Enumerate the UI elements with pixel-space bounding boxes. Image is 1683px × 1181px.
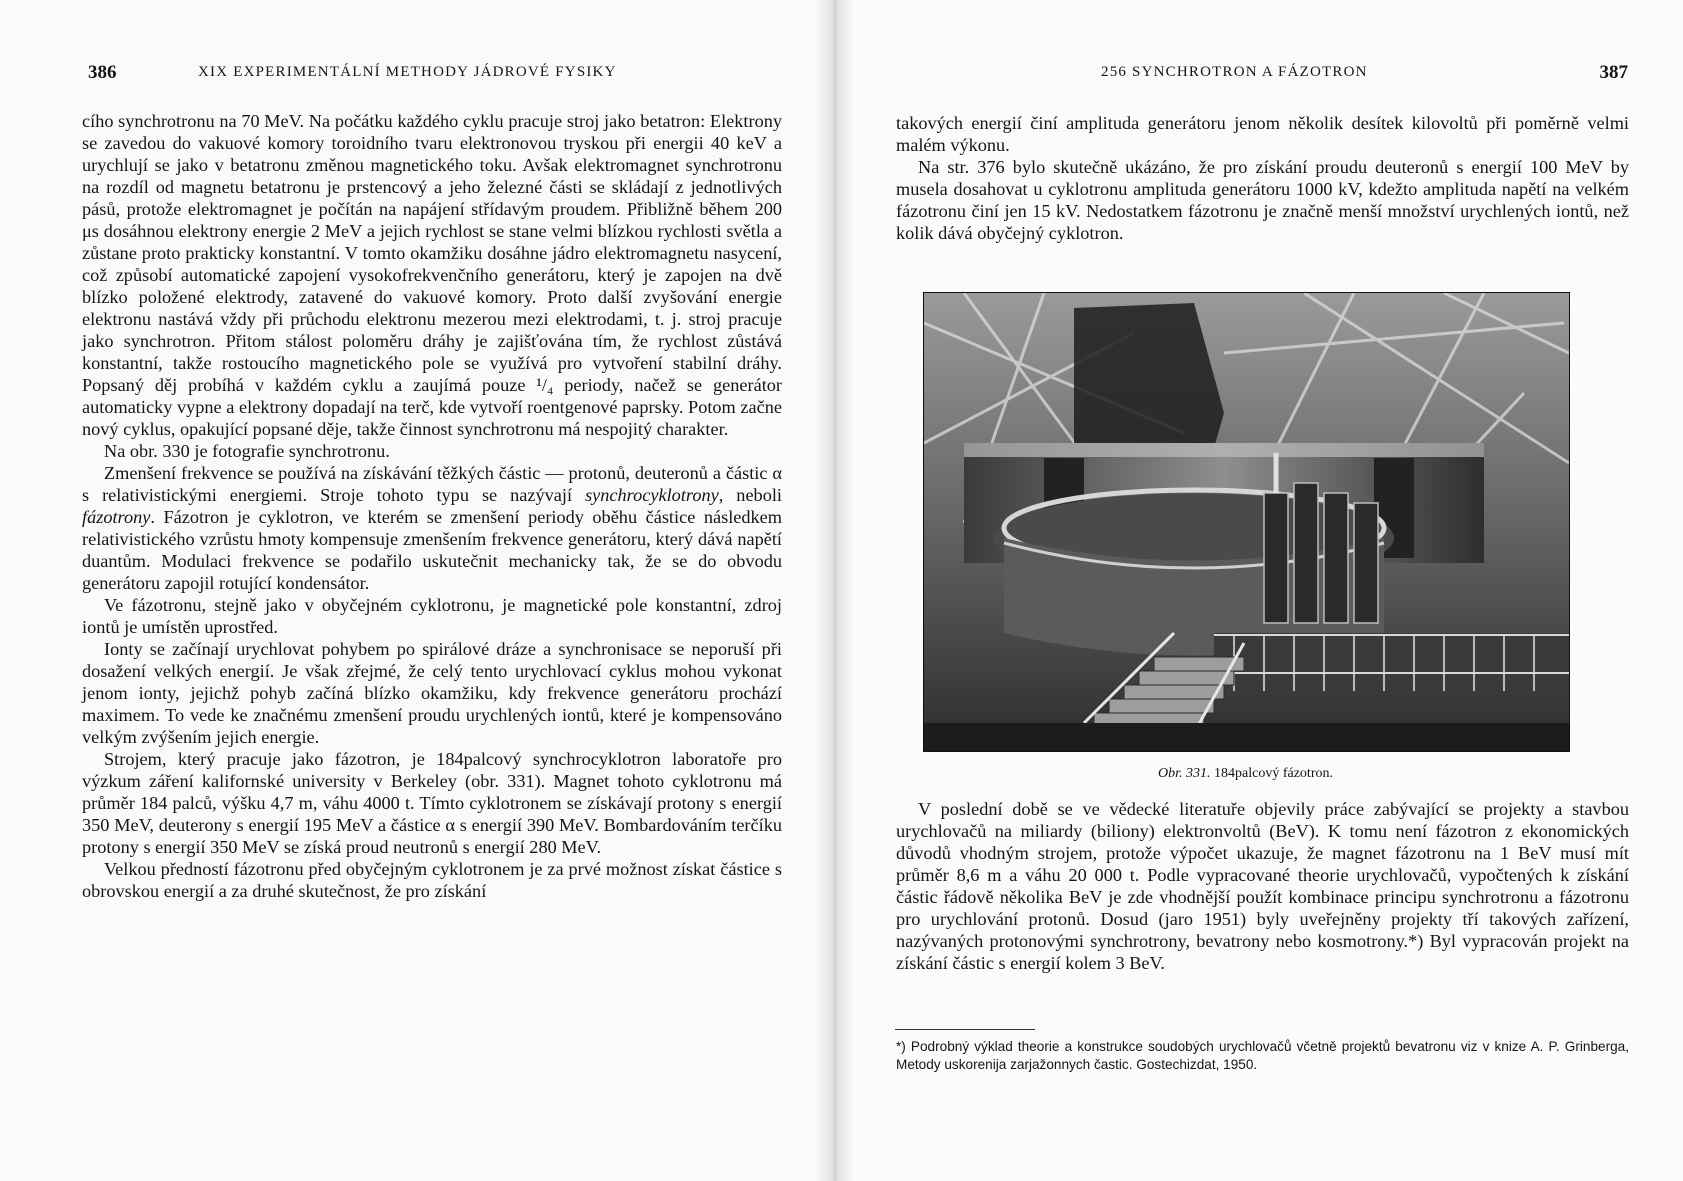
left-page-body bbox=[82, 110, 782, 902]
right-page-body-top bbox=[896, 112, 1629, 244]
left-page-number: 386 bbox=[88, 62, 117, 83]
left-paragraph-3-lead: Zmenšení frekvence se používá na získávání těžkých částic — protonů, deuteronů a částic α s relativistickými energiemi. Stroje tohoto typu se nazývají bbox=[82, 463, 782, 505]
left-paragraph-3 bbox=[82, 462, 782, 594]
right-paragraph-1: takových energií činí amplituda generátoru jenom několik desítek kilovoltů při poměrně velmi malém výkonu. bbox=[896, 113, 1629, 155]
left-paragraph-3-mid: , neboli bbox=[718, 485, 782, 505]
synchrocyclotron-photo bbox=[923, 292, 1570, 752]
left-page bbox=[0, 0, 835, 1181]
figure-caption-text: 184palcový fázotron. bbox=[1210, 766, 1333, 781]
right-page-number: 387 bbox=[1599, 62, 1628, 83]
left-paragraph-1: cího synchrotronu na 70 MeV. Na počátku každého cyklu pracuje stroj jako betatron: Elektrony se zavedou do vakuové komory toroidního tvaru elektronovou tryskou při energii 40 keV a urychlují se jako v betatronu změnou magnetického toku. Avšak elektromagnet synchrotronu na rozdíl od magnetu betatronu je prstencový a jeho železné části se skládají z jednotlivých pásů, protože elektromagnet je počítán na napájení střídavým proudem. Přibližně během 200 μs dosáhnou elektrony energie 2 MeV a jejich rychlost se stane velmi blízkou rychlosti světla a zůstane proto prakticky konstantní. V tomto okamžiku dosáhne jádro elektromagnetu nasycení, což způsobí automatické zapojení vysokofrekvenčního generátoru, který je zapojen na dvě blízko položené elektrody, zatavené do vakuové komory. Proto další zvyšování energie elektronu nastává vždy při průchodu elektronu mezerou mezi elektrodami, t. j. stroj pracuje jako synchrotron. Přitom stálost poloměru dráhy je zajišťována tím, že rychlost zůstává konstantní, takže rostoucího magnetického pole se využívá pro vytvoření stabilní dráhy. Popsaný děj probíhá v každém cyklu a zaujímá pouze ¹/₄ periody, načež se generátor automaticky vypne a elektrony dopadají na terč, kde vytvoří roentgenové paprsky. Potom začne nový cyklus, opakující popsané děje, takže činnost synchrotronu má nespojitý charakter. bbox=[82, 111, 782, 439]
left-running-head: XIX EXPERIMENTÁLNÍ METHODY JÁDROVÉ FYSIKY bbox=[198, 64, 617, 80]
left-paragraph-5: Ionty se začínají urychlovat pohybem po spirálové dráze a synchronisace se neporuší při dosažení velkých energií. Je však zřejmé, že celý tento urychlovací cyklus mohou vykonat jenom ionty, jejichž pohyb začíná blízko okamžiku, kdy frekvence generátoru prochází maximem. To vede ke značnému zmenšení proudu urychlených iontů, které je kompensováno velkým zvýšením jejich energie. bbox=[82, 639, 782, 747]
figure-label: Obr. 331. bbox=[1158, 766, 1211, 781]
left-paragraph-7: Velkou předností fázotronu před obyčejným cyklotronem je za prvé možnost získat částice s obrovskou energií a za druhé skutečnost, že pro získání bbox=[82, 859, 782, 901]
footnote-divider bbox=[895, 1029, 1035, 1030]
right-running-head: 256 SYNCHROTRON A FÁZOTRON bbox=[1101, 64, 1368, 80]
right-paragraph-2: Na str. 376 bylo skutečně ukázáno, že pro získání proudu deuteronů s energií 100 MeV by musela dosahovat u cyklotronu amplituda generátoru 1000 kV, kdežto amplituda napětí na velkém fázotronu činí jen 15 kV. Nedostatkem fázotronu je značně menší množství urychlených iontů, než kolik dává obyčejný cyklotron. bbox=[896, 157, 1629, 243]
figure-caption bbox=[923, 766, 1568, 782]
footnote: *) Podrobný výklad theorie a konstrukce soudobých urychlovačů včetně projektů bevatronu viz v knize A. P. Grinberga, Metody uskorenija zarjažonnych častic. Gostechizdat, 1950. bbox=[896, 1039, 1629, 1072]
term-fazotrony: fázotrony bbox=[82, 507, 151, 527]
right-page-body-bottom bbox=[896, 798, 1629, 974]
left-paragraph-2: Na obr. 330 je fotografie synchrotronu. bbox=[104, 441, 390, 461]
right-paragraph-3: V poslední době se ve vědecké literatuře objevily práce zabývající se projekty a stavbou urychlovačů na miliardy (biliony) elektronvoltů (BeV). K tomu není fázotron z ekonomických důvodů vhodným strojem, protože výpočet ukazuje, že magnet fázotronu na 1 BeV musí mít průměr 8,6 m a váhu 20 000 t. Podle vypracované theorie urychlovačů, vypočtených k získání částic řádově několika BeV je zde vhodnější použít kombinace principu synchrotronu a fázotronu pro urychlování protonů. Dosud (jaro 1951) byly uveřejněny projekty tří takových zařízení, nazývaných protonovými synchrotrony, bevatrony nebo kosmotrony.*) Byl vypracován projekt na získání částic s energií kolem 3 BeV. bbox=[896, 799, 1629, 973]
left-paragraph-6: Strojem, který pracuje jako fázotron, je 184palcový synchrocyklotron laboratoře pro výzkum záření kalifornské university v Berkeley (obr. 331). Magnet tohoto cyklotronu má průměr 184 palců, výšku 4,7 m, váhu 4000 t. Tímto cyklotronem se získávají protony s energií 350 MeV, deuterony s energií 195 MeV a částice α s energií 390 MeV. Bombardováním terčíku protony s energií 350 MeV se získá proud neutronů s energií 280 MeV. bbox=[82, 749, 782, 857]
synchrocyclotron-photo-drawing bbox=[924, 293, 1569, 751]
left-paragraph-4: Ve fázotronu, stejně jako v obyčejném cyklotronu, je magnetické pole konstantní, zdroj iontů je umístěn uprostřed. bbox=[82, 595, 782, 637]
term-synchrocyklotrony: synchrocyklotrony bbox=[585, 485, 719, 505]
right-page bbox=[835, 0, 1683, 1181]
left-paragraph-3-tail: . Fázotron je cyklotron, ve kterém se zmenšení periody oběhu částice následkem relativistického vzrůstu hmoty kompensuje zmenšením frekvence generátoru, který dává napětí duantům. Modulaci frekvence se podařilo uskutečnit mechanicky tak, že se do obvodu generátoru zapojil rotující kondensátor. bbox=[82, 507, 782, 593]
